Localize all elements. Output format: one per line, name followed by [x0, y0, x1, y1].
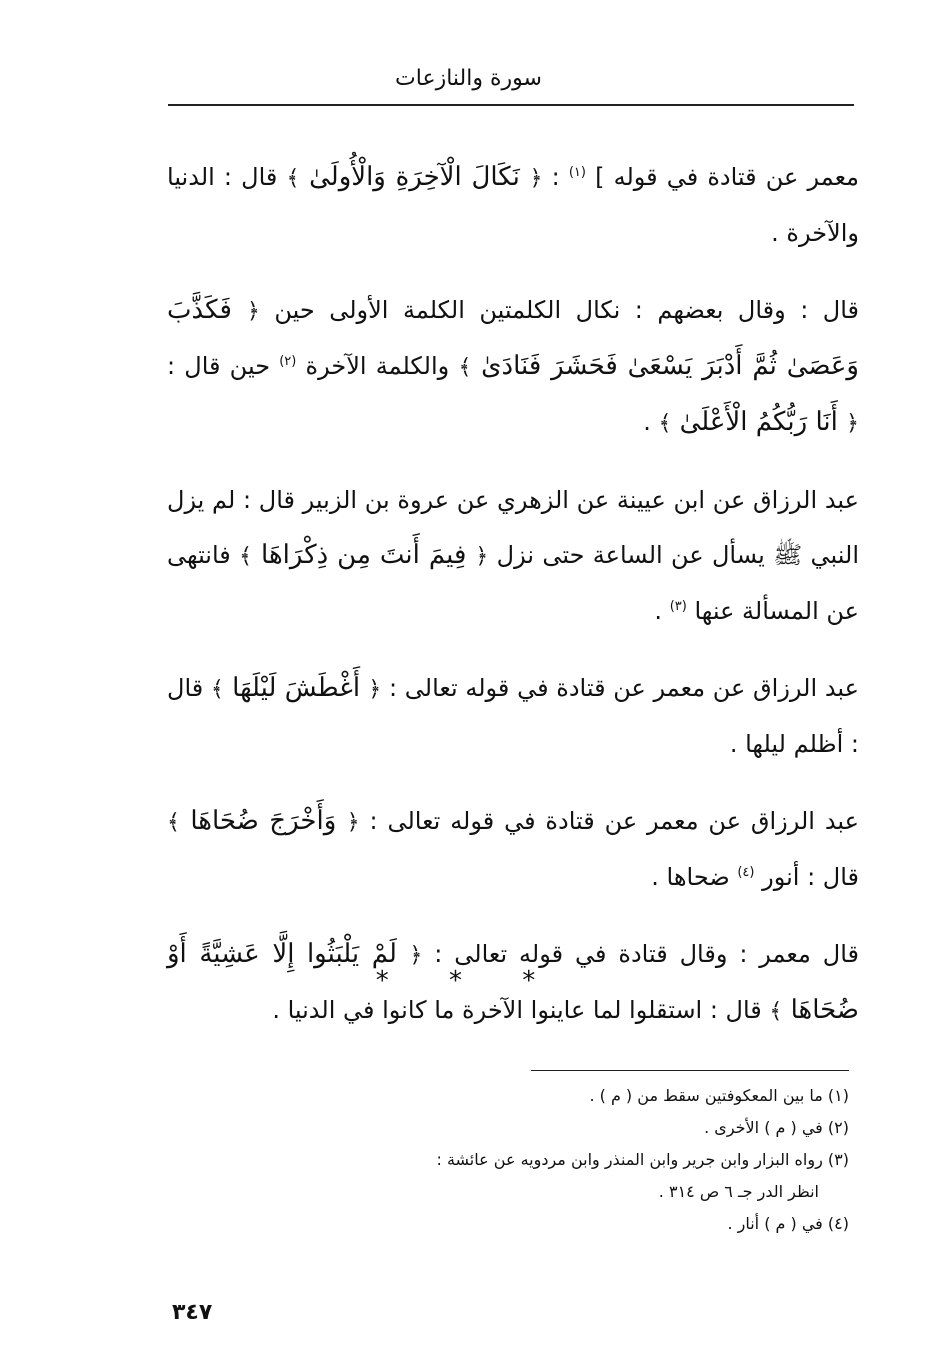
footnote-3-continuation: انظر الدر جـ ٦ ص ٣١٤ .	[658, 1182, 819, 1201]
text-segment: :	[542, 163, 569, 191]
verse-open-bracket: ﴿	[846, 411, 859, 436]
paragraph-3	[167, 473, 859, 639]
verse-close-bracket: ﴾	[167, 810, 180, 835]
verse-open-bracket: ﴿	[368, 677, 382, 702]
quran-verse: أَنَا رَبُّكُمُ الْأَعْلَىٰ	[671, 407, 847, 437]
text-segment: قال : وقال بعضهم : نكال الكلمتين الكلمة الأولى حين	[259, 296, 859, 324]
quran-verse: نَكَالَ الْآخِرَةِ وَالْأُولَىٰ	[299, 162, 530, 192]
verse-close-bracket: ﴾	[286, 166, 300, 191]
footnote-divider	[531, 1070, 849, 1071]
footnote-ref-1: (١)	[568, 165, 586, 180]
paragraph-1	[167, 150, 859, 261]
verse-open-bracket: ﴿	[529, 166, 543, 191]
text-segment: عبد الرزاق عن ابن عيينة عن الزهري عن عروة بن الزبير قال : لم يزل النبي ﷺ يسأل عن الساعة حتى نزل	[167, 486, 860, 569]
quran-verse: فِيمَ أَنتَ مِن ذِكْرَاهَا	[252, 540, 476, 570]
page-body	[167, 150, 859, 1061]
text-segment: .	[654, 597, 670, 625]
text-segment: عبد الرزاق عن معمر عن قتادة في قوله تعالى :	[381, 674, 859, 702]
page-header-title: سورة والنازعات	[395, 66, 542, 91]
footnote-1: (١) ما بين المعكوفتين سقط من ( م ) .	[589, 1086, 849, 1105]
quran-verse: أَغْطَشَ لَيْلَهَا	[223, 673, 369, 703]
verse-open-bracket: ﴿	[247, 299, 260, 324]
footnote-4: (٤) في ( م ) أنار .	[727, 1214, 849, 1233]
quran-verse: وَأَخْرَجَ ضُحَاهَا	[179, 806, 347, 836]
quran-verse: فَكَذَّبَ وَعَصَىٰ ثُمَّ أَدْبَرَ يَسْعَىٰ فَحَشَرَ فَنَادَىٰ	[167, 295, 859, 381]
verse-close-bracket: ﴾	[210, 677, 224, 702]
footnote-ref-3: (٣)	[669, 599, 687, 614]
footnotes	[289, 1080, 849, 1240]
verse-open-bracket: ﴿	[346, 810, 360, 835]
verse-close-bracket: ﴾	[658, 411, 672, 436]
text-segment: عبد الرزاق عن معمر عن قتادة في قوله تعالى :	[359, 807, 859, 835]
verse-open-bracket: ﴿	[475, 544, 489, 569]
text-segment: معمر عن قتادة في قوله ]	[585, 163, 859, 191]
text-segment: حين قال :	[167, 352, 280, 380]
section-separator: * * *	[375, 966, 562, 996]
header-divider	[168, 104, 854, 106]
verse-close-bracket: ﴾	[239, 544, 253, 569]
page-number: ٣٤٧	[172, 1300, 213, 1325]
footnote-ref-4: (٤)	[737, 865, 755, 880]
footnote-3: (٣) رواه البزار وابن جرير وابن المنذر وابن مردويه عن عائشة :	[436, 1150, 849, 1169]
paragraph-4	[167, 661, 859, 772]
text-segment: ضحاها .	[651, 863, 738, 891]
paragraph-2	[167, 283, 859, 451]
paragraph-5	[167, 794, 859, 905]
footnote-2: (٢) في ( م ) الأخرى .	[704, 1118, 849, 1137]
verse-close-bracket: ﴾	[458, 355, 472, 380]
text-segment: فانتهى عن المسألة عنها	[167, 541, 859, 625]
quran-verse: لَمْ يَلْبَثُوا إِلَّا عَشِيَّةً أَوْ ضُحَاهَا	[167, 939, 859, 1025]
text-segment: قال معمر : وقال قتادة في قوله تعالى :	[422, 940, 859, 968]
footnote-ref-2: (٢)	[279, 354, 297, 369]
text-segment: قال : الدنيا والآخرة .	[167, 163, 859, 247]
text-segment: قال : استقلوا لما عاينوا الآخرة ما كانوا في الدنيا .	[272, 996, 770, 1024]
verse-open-bracket: ﴿	[409, 943, 423, 968]
text-segment: قال : أظلم ليلها .	[167, 674, 859, 758]
text-segment: والكلمة الآخرة	[296, 352, 459, 380]
verse-close-bracket: ﴾	[769, 999, 783, 1024]
text-segment: .	[643, 408, 659, 436]
text-segment: قال : أنور	[754, 863, 859, 891]
